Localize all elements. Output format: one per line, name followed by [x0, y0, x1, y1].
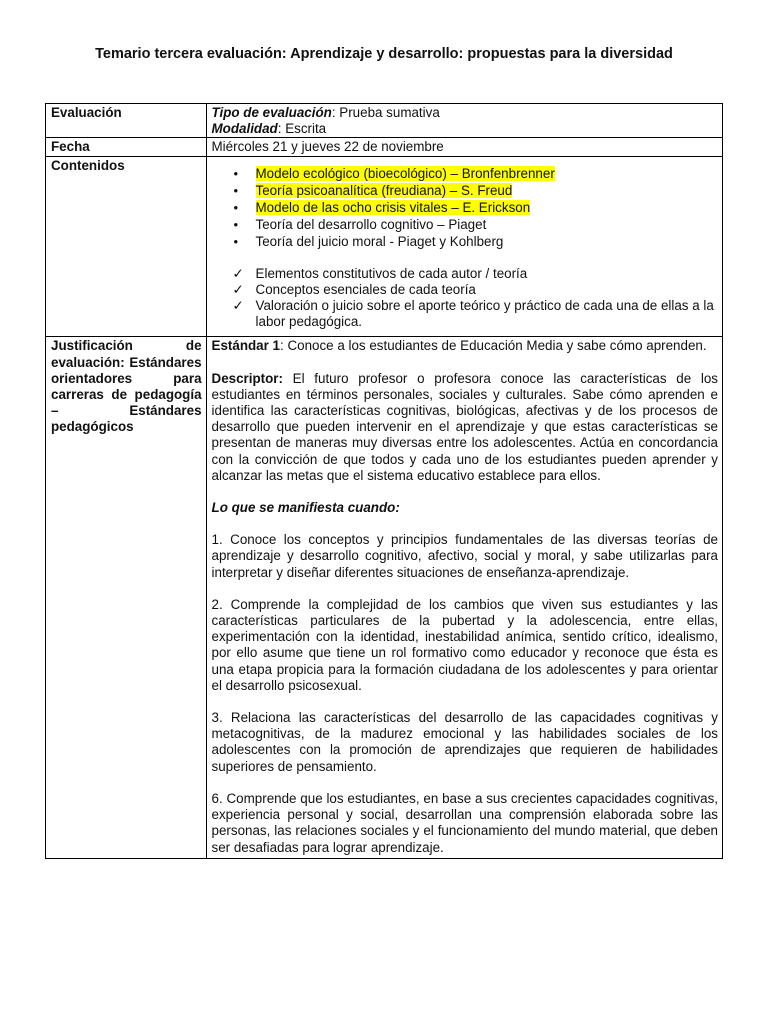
label-evaluacion: Evaluación: [46, 104, 207, 138]
tipo-line: [212, 105, 718, 121]
modalidad-label: Modalidad: [211, 121, 278, 137]
modalidad-line: [212, 121, 718, 137]
estandar-text: : Conoce a los estudiantes de Educación Media y sabe cómo aprenden.: [280, 338, 707, 354]
bullet-icon: •: [233, 165, 239, 181]
criteria-item: [212, 298, 718, 330]
bullet-icon: •: [233, 233, 239, 249]
tipo-value: : Prueba sumativa: [331, 105, 440, 120]
criteria-text: Valoración o juicio sobre el aporte teórico y práctico de cada una de ellas a la labor pedagógica.: [255, 298, 714, 330]
topic-item: [212, 183, 718, 200]
row-fecha: [46, 138, 723, 156]
document-title: Temario tercera evaluación: Aprendizaje y desarrollo: propuestas para la diversidad: [95, 46, 673, 62]
bullet-icon: •: [233, 199, 239, 215]
descriptor-paragraph: [212, 371, 718, 484]
row-justificacion: [46, 337, 723, 858]
topic-text: Teoría del juicio moral - Piaget y Kohlberg: [255, 233, 504, 249]
manifiesta-item: 2. Comprende la complejidad de los cambios que viven sus estudiantes y las características particulares de la pubertad y la adolescencia, entre ellas, experimentación con la identidad, inestabilidad anímica, sentido crítico, idealismo, por ello asume que tiene un rol formativo como educador y reconoce que ésta es una etapa propicia para la formación ciudadana de los adolescentes y para orientar el desarrollo psicosexual.: [211, 596, 718, 693]
tipo-label: Tipo de evaluación: [211, 105, 332, 120]
checkmark-icon: ✓: [232, 281, 244, 297]
bullet-icon: •: [233, 182, 239, 198]
row-evaluacion: [46, 104, 723, 138]
descriptor-text: El futuro profesor o profesora conoce las características de los estudiantes en términos personales, sociales y culturales. Sabe cómo aprenden e identifica las características cognitivas, biológicas, afectivas y de los procesos de desarrollo que pueden intervenir en el aprendizaje y que estas características se presentan de maneras muy diversas entre los adolescentes. Actúa en concordancia con la convicción de que todos y cada uno de los estudiantes pueden aprender y alcanzar las metas que el sistema educativo establece para ellos.: [211, 370, 718, 483]
criteria-item: [212, 282, 718, 298]
manifiesta-item: 3. Relaciona las características del desarrollo de las capacidades cognitivas y metacognitivas, de la madurez emocional y las habilidades sociales de los adolescentes con la promoción de aprendizajes que requieren de habilidades superiores de pensamiento.: [211, 710, 718, 774]
value-evaluacion: [206, 104, 722, 138]
topic-item: [212, 217, 718, 234]
criteria-item: [212, 266, 718, 282]
topic-text: Modelo de las ocho crisis vitales – E. Erickson: [255, 199, 531, 215]
value-justificacion: [206, 337, 722, 858]
label-fecha: Fecha: [46, 138, 207, 156]
topic-text: Modelo ecológico (bioecológico) – Bronfenbrenner: [255, 165, 555, 181]
criteria-text: Elementos constitutivos de cada autor / teoría: [255, 265, 528, 281]
label-contenidos: Contenidos: [46, 156, 207, 337]
row-contenidos: [46, 156, 723, 337]
topic-item: [212, 234, 718, 251]
topics-list: [212, 166, 718, 251]
bullet-icon: •: [233, 216, 239, 232]
label-justificacion: Justificación de evaluación: Estándares orientadores para carreras de pedagogía – Estándares pedagógicos: [46, 337, 207, 858]
checkmark-icon: ✓: [232, 298, 244, 314]
topic-item: [212, 166, 718, 183]
manifiesta-item: 6. Comprende que los estudiantes, en base a sus crecientes capacidades cognitivas, experiencia personal y social, desarrollan una comprensión elaborada sobre las personas, las relaciones sociales y el funcionamiento del mundo material, que deben ser desafiadas para lograr aprendizaje.: [211, 790, 718, 855]
checkmark-icon: ✓: [232, 265, 244, 281]
estandar-label: Estándar 1: [211, 338, 281, 354]
manifiesta-item: 1. Conoce los conceptos y principios fundamentales de las diversas teorías de aprendizaje y desarrollo cognitivo, afectivo, social y moral, y sabe utilizarlas para interpretar y diseñar diferentes situaciones de enseñanza-aprendizaje.: [211, 532, 718, 580]
topic-text: Teoría psicoanalítica (freudiana) – S. Freud: [255, 182, 513, 198]
value-fecha: Miércoles 21 y jueves 22 de noviembre: [206, 138, 722, 156]
topic-text: Teoría del desarrollo cognitivo – Piaget: [255, 216, 487, 232]
modalidad-value: : Escrita: [277, 121, 327, 137]
topic-item: [212, 200, 718, 217]
evaluation-table: [45, 103, 723, 859]
estandar-paragraph: [212, 338, 718, 354]
descriptor-label: Descriptor:: [211, 370, 283, 386]
manifiesta-heading: Lo que se manifiesta cuando:: [211, 500, 400, 516]
value-contenidos: [206, 156, 722, 337]
criteria-list: [212, 266, 718, 331]
criteria-text: Conceptos esenciales de cada teoría: [255, 281, 476, 297]
